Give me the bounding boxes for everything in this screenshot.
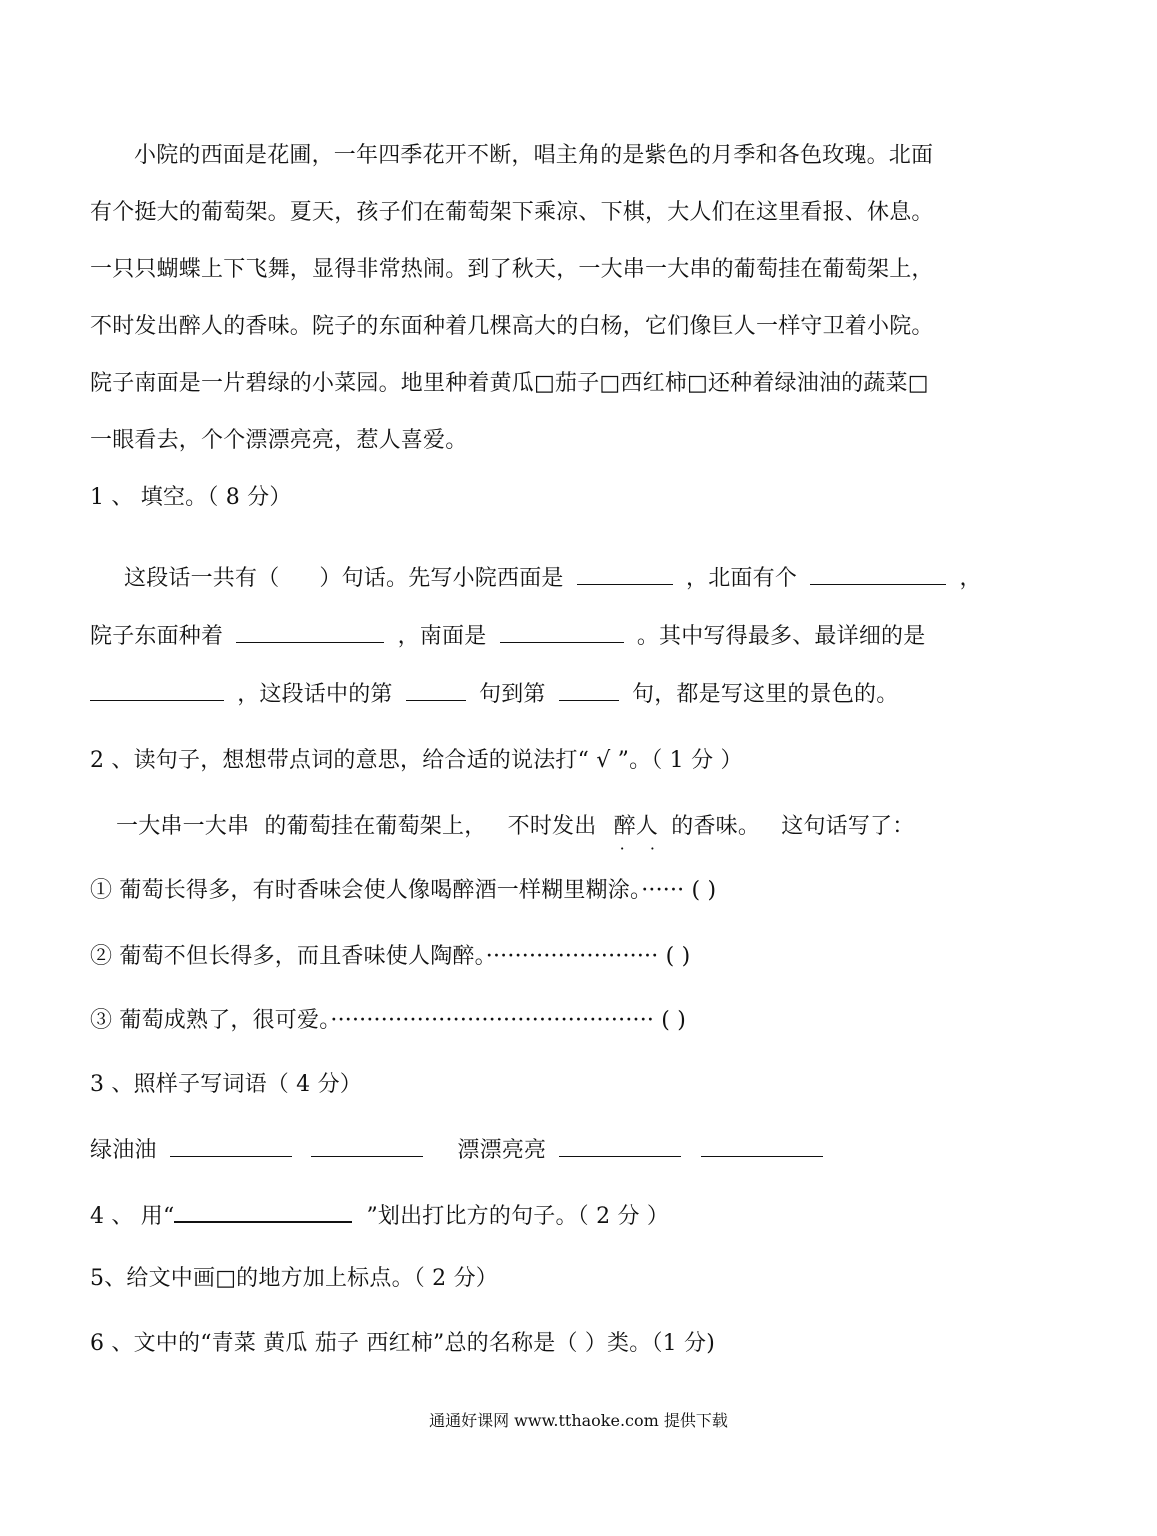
q3-words <box>90 1134 829 1166</box>
q2-text: 的香味。 <box>671 814 761 839</box>
q6-title: 6 、文中的“青菜 黄瓜 茄子 西红柿”总的名称是（ ）类。（1 分) <box>90 1331 716 1356</box>
answer-blank[interactable] <box>236 620 384 643</box>
answer-blank[interactable] <box>810 562 946 585</box>
q2-text: 不时发出 <box>507 814 597 839</box>
q1-line-2 <box>90 620 925 652</box>
q2-option-3[interactable]: ③ 葡萄成熟了，很可爱。············································· ( ) <box>90 1008 687 1033</box>
answer-blank[interactable] <box>500 620 624 643</box>
q4-text: 4 、 用“ <box>90 1204 175 1229</box>
q1-text: 句到第 <box>479 682 546 707</box>
q1-text: ，北面有个 <box>686 566 798 591</box>
q2-option-2[interactable]: ② 葡萄不但长得多，而且香味使人陶醉。························ ( ) <box>90 944 691 969</box>
q2-title: 2 、读句子，想想带点词的意思，给合适的说法打“ √ ”。（ 1 分 ） <box>90 748 743 773</box>
q2-option-1[interactable]: ① 葡萄长得多，有时香味会使人像喝醉酒一样糊里糊涂。······ ( ) <box>90 878 717 903</box>
answer-blank[interactable] <box>406 678 466 701</box>
q2-text: 一大串一大串 <box>116 814 250 839</box>
answer-blank[interactable] <box>559 678 619 701</box>
answer-blank[interactable] <box>701 1134 823 1157</box>
passage-line-6: 一眼看去，个个漂漂亮亮，惹人喜爱。 <box>90 428 468 453</box>
q1-line-1 <box>124 562 982 594</box>
q1-text: ，南面是 <box>397 624 487 649</box>
passage-line-4: 不时发出醉人的香味。院子的东面种着几棵高大的白杨，它们像巨人一样守卫着小院。 <box>90 314 934 339</box>
passage-line-2: 有个挺大的葡萄架。夏天，孩子们在葡萄架下乘凉、下棋，大人们在这里看报、休息。 <box>90 200 934 225</box>
answer-blank[interactable] <box>559 1134 681 1157</box>
passage-line-5: 院子南面是一片碧绿的小菜园。地里种着黄瓜□茄子□西红柿□还种着绿油油的蔬菜□ <box>90 371 929 396</box>
answer-blank[interactable] <box>311 1134 423 1157</box>
answer-blank[interactable] <box>170 1134 292 1157</box>
q1-text: ，这段话中的第 <box>237 682 393 707</box>
passage-line-3: 一只只蝴蝶上下飞舞，显得非常热闹。到了秋天，一大串一大串的葡萄挂在葡萄架上， <box>90 257 934 282</box>
q1-text: 这段话一共有（ <box>124 566 280 591</box>
q2-sentence <box>116 812 914 842</box>
q5-title: 5、给文中画□的地方加上标点。（ 2 分） <box>90 1266 498 1291</box>
dotted-word: 醉人 · · <box>614 812 658 842</box>
q1-text: ， <box>959 566 982 591</box>
q2-text: 的葡萄挂在葡萄架上， <box>264 814 487 839</box>
underline-sample <box>174 1199 352 1223</box>
q1-text: 句，都是写这里的景色的。 <box>632 682 899 707</box>
q4-text: ”划出打比方的句子。（ 2 分 ） <box>366 1204 670 1229</box>
answer-blank[interactable] <box>90 678 224 701</box>
q2-text: 这句话写了： <box>781 814 915 839</box>
q3-word: 绿油油 <box>90 1138 157 1163</box>
q3-word: 漂漂亮亮 <box>457 1138 547 1163</box>
q1-text: 。其中写得最多、最详细的是 <box>636 624 926 649</box>
q1-text: 院子东面种着 <box>90 624 224 649</box>
q4-line <box>90 1199 669 1232</box>
q1-title: 1 、 填空。（ 8 分） <box>90 485 292 510</box>
footer-credit: 通通好课网 www.tthaoke.com 提供下载 <box>429 1411 728 1430</box>
q1-line-3 <box>90 678 898 710</box>
passage-line-1: 小院的西面是花圃，一年四季花开不断，唱主角的是紫色的月季和各色玫瑰。北面 <box>134 143 934 168</box>
q1-text: ）句话。先写小院西面是 <box>319 566 564 591</box>
answer-blank[interactable] <box>577 562 673 585</box>
q3-title: 3 、照样子写词语（ 4 分） <box>90 1072 362 1097</box>
